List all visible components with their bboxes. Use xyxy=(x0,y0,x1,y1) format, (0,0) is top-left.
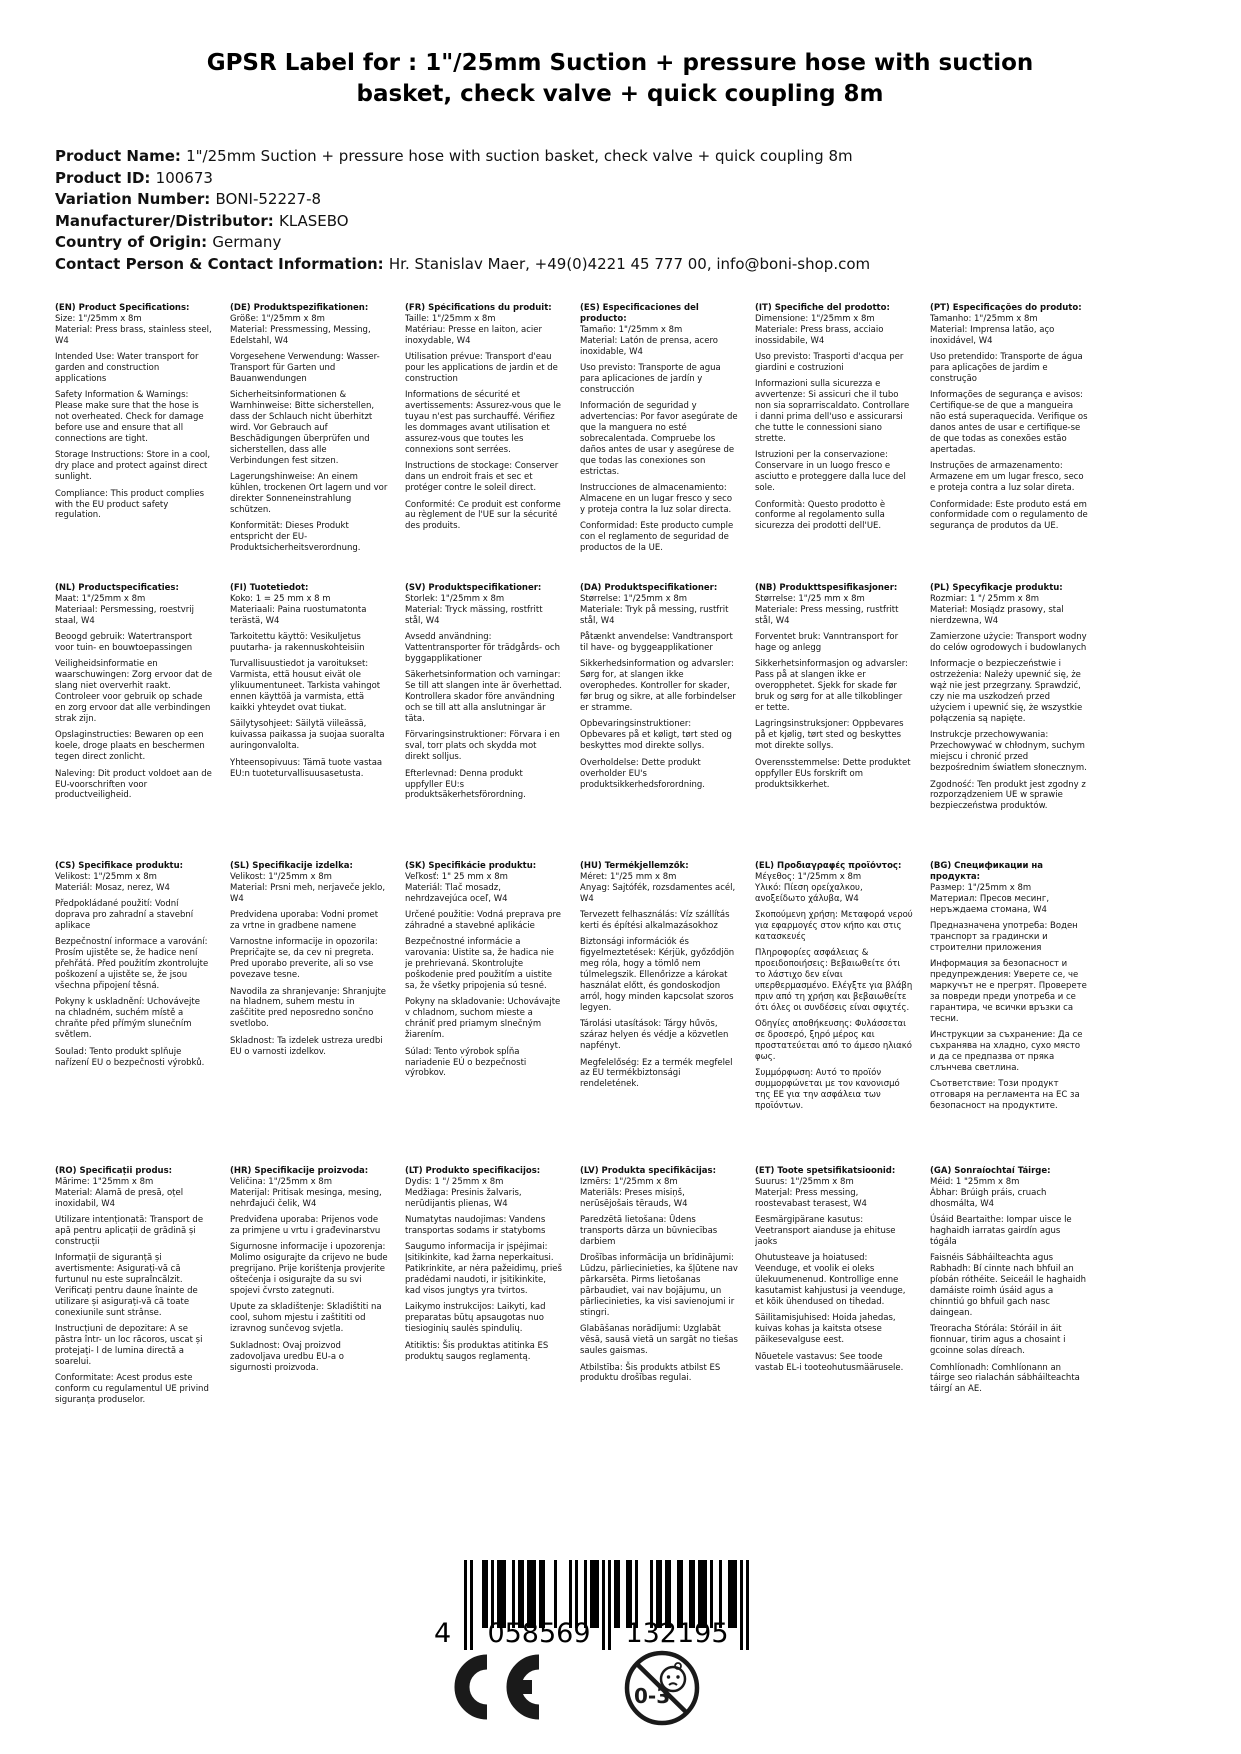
language-paragraph: Eesmärgipärane kasutus: Veetransport aianduse ja ehituse jaoks xyxy=(755,1215,896,1247)
language-paragraph: Saugumo informacija ir įspėjimai: Įsitikinkite, kad žarna neperkaitusi. Patikrinkite, ar nėra pažeidimų, prieš pradėdami naudoti, ir įsitikinkite, kad visos jungtys yra tvirtos. xyxy=(405,1242,562,1297)
language-paragraph: Skladnost: Ta izdelek ustreza uredbi EU o varnosti izdelkov. xyxy=(230,1035,383,1057)
language-paragraph: Uso previsto: Transporte de agua para aplicaciones de jardín y construcción xyxy=(580,363,721,395)
language-paragraph: Anyag: Sajtófék, rozsdamentes acél, W4 xyxy=(580,882,736,904)
language-heading: (BG) Спецификации на продукта: xyxy=(930,861,1043,882)
language-paragraph: Lagerungshinweise: An einem kühlen, trockenen Ort lagern und vor direkter Sonneneinstrahlung schützen. xyxy=(230,472,388,515)
language-paragraph: Informations de sécurité et avertissements: Assurez-vous que le tuyau n'est pas surchauffé. Vérifiez les dommages avant utilisation et assurez-vous que toutes les connexions sont serrées. xyxy=(405,390,561,455)
language-paragraph: Informações de segurança e avisos: Certifique-se de que a mangueira não está superaquecida. Verifique os danos antes de usar e certifique-se de que todas as conexões estão apertadas. xyxy=(930,390,1088,455)
language-paragraph: Navodila za shranjevanje: Shranjujte na hladnem, suhem mestu in zaščitite pred neposredno sončno svetlobo. xyxy=(230,986,387,1030)
product-field-value: Germany xyxy=(212,233,282,251)
language-paragraph: Faisnéis Sábháilteachta agus Rabhadh: Bí cinnte nach bhfuil an píobán róthéite. Seiceáil le haghaidh damáiste roimh úsáid agus a chinntiú go bhfuil gach nasc daingean. xyxy=(930,1253,1086,1318)
language-block-lv xyxy=(580,1166,755,1496)
language-paragraph: Izmērs: 1"/25mm x 8m xyxy=(580,1176,678,1187)
product-field xyxy=(55,146,1155,168)
language-paragraph: Materiaal: Persmessing, roestvrij staal, W4 xyxy=(55,604,194,626)
language-paragraph: Conformidade: Este produto está em conformidade com o regulamento de segurança de produtos da UE. xyxy=(930,499,1088,532)
language-paragraph: Συμμόρφωση: Αυτό το προϊόν συμμορφώνεται με τον κανονισμό της ΕΕ για την ασφάλεια των προϊόντων. xyxy=(755,1068,900,1112)
product-field-label: Product ID: xyxy=(55,168,156,187)
language-block-fi xyxy=(230,583,405,861)
language-paragraph: Glabāšanas norādījumi: Uzglabāt vēsā, sausā vietā un sargāt no tiešas saules gaismas. xyxy=(580,1324,738,1357)
language-paragraph: Μέγεθος: 1"/25mm x 8m xyxy=(755,871,862,882)
language-heading: (IT) Specifiche del prodotto: xyxy=(755,303,890,313)
language-paragraph: Οδηγίες αποθήκευσης: Φυλάσσεται σε δροσερό, ξηρό μέρος και προστατεύεται από το άμεσο ηλιακό φως. xyxy=(755,1019,912,1062)
product-field xyxy=(55,254,1155,276)
language-block-et xyxy=(755,1166,930,1496)
language-paragraph: Material: Prsni meh, nerjaveče jeklo, W4 xyxy=(230,882,386,904)
language-paragraph: Πληροφορίες ασφάλειας & προειδοποιήσεις: Βεβαιωθείτε ότι το λάστιχο δεν είναι υπερθερμασμένο. Ελέγξτε για βλάβη πριν από τη χρήση και βεβαιωθείτε ότι όλες οι συνδέσεις είναι σφιχτές. xyxy=(755,948,913,1013)
language-paragraph: Størrelse: 1"/25mm x 8m xyxy=(580,593,688,604)
language-paragraph: Material: Press brass, stainless steel, W4 xyxy=(55,324,212,346)
language-heading: (LT) Produkto specifikacijos: xyxy=(405,1166,541,1176)
language-paragraph: Paredzētā lietošana: Ūdens transports dārza un būvniecības darbiem xyxy=(580,1215,718,1247)
language-paragraph: Materijal: Pritisak mesinga, mesing, nehrđajući čelik, W4 xyxy=(230,1187,382,1209)
language-paragraph: Storlek: 1"/25mm x 8m xyxy=(405,593,505,604)
language-paragraph: Velikost: 1"/25mm x 8m xyxy=(230,871,332,882)
language-paragraph: Förvaringsinstruktioner: Förvara i en sval, torr plats och skydda mot direkt solljus. xyxy=(405,730,560,763)
language-paragraph: Material: Tryck mässing, rostfritt stål, W4 xyxy=(405,604,543,626)
barcode-lead-digit: 4 xyxy=(434,1618,452,1649)
language-paragraph: Material: Latón de prensa, acero inoxidable, W4 xyxy=(580,335,718,357)
language-paragraph: Velikost: 1"/25mm x 8m xyxy=(55,871,157,882)
language-paragraph: Tamaño: 1"/25mm x 8m xyxy=(580,324,683,335)
product-field-label: Variation Number: xyxy=(55,190,216,208)
language-heading: (FR) Spécifications du produit: xyxy=(405,303,552,313)
language-block-lt xyxy=(405,1166,580,1496)
language-paragraph: Σκοπούμενη χρήση: Μεταφορά νερού για εφαρμογές στον κήπο και στις κατασκευές xyxy=(755,910,913,942)
language-paragraph: Sigurnosne informacije i upozorenja: Molimo osigurajte da crijevo ne bude pregrijano. Prije korištenja provjerite oštećenja i osigurajte da su svi spojevi čvrsto zategnuti. xyxy=(230,1242,388,1297)
language-paragraph: Material: Alamă de presă, oțel inoxidabil, W4 xyxy=(55,1187,184,1209)
ean13-barcode xyxy=(434,1560,749,1652)
language-paragraph: Ohutusteave ja hoiatused: Veenduge, et voolik ei oleks ülekuumenenud. Kontrollige enne kasutamist kahjustusi ja veenduge, et kõik ühendused on tihedad. xyxy=(755,1253,906,1307)
language-paragraph: Instructions de stockage: Conserver dans un endroit frais et sec et protéger contre le soleil direct. xyxy=(405,461,559,494)
language-paragraph: Информация за безопасност и предупреждения: Уверете се, че маркучът не е прегрят. Проверете за повреди преди употреба и се гарантира, че всички връзки са тесни. xyxy=(930,959,1087,1024)
language-paragraph: Sicherheitsinformationen & Warnhinweise: Bitte sicherstellen, dass der Schlauch nicht überhitzt wird. Vor Gebrauch auf Beschädigungen überprüfen und sicherstellen, dass alle Verbindungen fest sitzen. xyxy=(230,390,375,466)
language-paragraph: Pokyny k uskladnění: Uchovávejte na chladném, suchém místě a chraňte před přímým slunečním světlem. xyxy=(55,997,200,1041)
language-paragraph: Conformité: Ce produit est conforme au règlement de l'UE sur la sécurité des produits. xyxy=(405,499,561,532)
language-paragraph: Upute za skladištenje: Skladištiti na cool, suhom mjestu i zaštititi od izravnog sunčevog svjetla. xyxy=(230,1302,382,1335)
language-paragraph: Materiál: Tlač mosadz, nehrdzavejúca oceľ, W4 xyxy=(405,882,508,904)
language-paragraph: Instruções de armazenamento: Armazene em um lugar fresco, seco e proteja contra a luz solar direta. xyxy=(930,461,1084,494)
language-block-nb xyxy=(755,583,930,861)
barcode-right-digits: 132195 xyxy=(625,1618,729,1649)
product-field-value: 100673 xyxy=(155,168,213,187)
language-paragraph: Información de seguridad y advertencias: Por favor asegúrate de que la manguera no esté sobrecalentada. Compruebe los daños antes de usar y asegúrese de que todas las conexiones son estrictas. xyxy=(580,401,738,477)
language-paragraph: Overensstemmelse: Dette produktet oppfyller EUs forskrift om produktsikkerhet. xyxy=(755,757,911,790)
language-paragraph: Säkerhetsinformation och varningar: Se till att slangen inte är överhettad. Kontrollera skador före användning och se till att alla anslutningar är täta. xyxy=(405,670,562,724)
language-paragraph: Beoogd gebruik: Watertransport voor tuin- en bouwtoepassingen xyxy=(55,632,193,654)
language-paragraph: Předpokládané použití: Vodní doprava pro zahradní a stavební aplikace xyxy=(55,899,194,932)
language-paragraph: Predviđena uporaba: Prijenos vode za primjene u vrtu i građevinarstvu xyxy=(230,1215,381,1237)
language-heading: (ET) Toote spetsifikatsioonid: xyxy=(755,1166,896,1176)
language-paragraph: Atitiktis: Šis produktas atitinka ES produktų saugos reglamentą. xyxy=(405,1340,549,1362)
language-heading: (HR) Specifikacije proizvoda: xyxy=(230,1166,369,1176)
language-heading: (EL) Προδιαγραφές προϊόντος: xyxy=(755,861,902,871)
product-field-value: KLASEBO xyxy=(278,211,349,230)
language-paragraph: Tamanho: 1"/25mm x 8m xyxy=(930,313,1038,324)
language-block-el xyxy=(755,861,930,1166)
language-heading: (HU) Termékjellemzők: xyxy=(580,861,689,871)
product-field-label: Contact Person & Contact Information: xyxy=(55,254,389,273)
language-heading: (NB) Produkttspesifikasjoner: xyxy=(755,583,898,593)
language-paragraph: Určené použitie: Vodná preprava pre záhradné a stavebné aplikácie xyxy=(405,910,562,932)
product-field-value: 1"/25mm Suction + pressure hose with suction basket, check valve + quick coupling 8m xyxy=(186,147,853,165)
language-paragraph: Drošības informācija un brīdinājumi: Lūdzu, pārliecinieties, ka šļūtene nav pārkarsēta. Pirms lietošanas pārbaudiet, vai nav bojājumu, un pārliecinieties, ka visi savienojumi ir stingri. xyxy=(580,1253,738,1318)
language-block-fr xyxy=(405,303,580,583)
language-block-sv xyxy=(405,583,580,861)
language-paragraph: Размер: 1"/25mm x 8m xyxy=(930,882,1032,893)
language-paragraph: Safety Information & Warnings: Please make sure that the hose is not overheated. Check for damage before use and ensure that all connections are tight. xyxy=(55,390,204,444)
language-block-pt xyxy=(930,303,1105,583)
language-paragraph: Съответствие: Този продукт отговаря на регламента на ЕС за безопасност на продуктите. xyxy=(930,1079,1080,1112)
language-block-sk xyxy=(405,861,580,1166)
language-paragraph: Rozmiar: 1 "/ 25mm x 8m xyxy=(930,593,1040,604)
language-paragraph: Uso previsto: Trasporti d'acqua per giardini e costruzioni xyxy=(755,352,904,374)
language-heading: (DE) Produktspezifikationen: xyxy=(230,303,369,313)
ce-mark-icon xyxy=(448,1652,544,1726)
language-paragraph: Súlad: Tento výrobok spĺňa nariadenie EÚ o bezpečnosti výrobkov. xyxy=(405,1046,527,1079)
language-paragraph: Größe: 1"/25mm x 8m xyxy=(230,313,325,324)
language-paragraph: Ábhar: Brúigh práis, cruach dhosmálta, W4 xyxy=(930,1187,1047,1209)
language-paragraph: Úsáid Beartaithe: Iompar uisce le haghaidh iarratas gairdín agus tógála xyxy=(930,1215,1072,1247)
language-block-hu xyxy=(580,861,755,1166)
language-paragraph: Bezpečnostné informácie a varovania: Uistite sa, že hadica nie je prehrievaná. Skontrolujte poškodenie pred použitím a uistite sa, že všetky pripojenia sú tesné. xyxy=(405,937,554,992)
language-paragraph: Sikkerhedsinformation og advarsler: Sørg for, at slangen ikke overophedes. Kontroller for skader, før brug og sikre, at alle forbindelser er stramme. xyxy=(580,659,736,714)
language-paragraph: Предназначена употреба: Воден транспорт за градински и строителни приложения xyxy=(930,921,1078,953)
language-heading: (SV) Produktspecifikationer: xyxy=(405,583,542,593)
language-paragraph: Materiál: Mosaz, nerez, W4 xyxy=(55,882,170,893)
language-block-ga xyxy=(930,1166,1105,1496)
language-paragraph: Mărime: 1"25mm x 8m xyxy=(55,1176,154,1187)
language-block-es xyxy=(580,303,755,583)
language-block-it xyxy=(755,303,930,583)
age-warning-0-3-icon xyxy=(622,1648,702,1732)
language-heading: (GA) Sonraíochtaí Táirge: xyxy=(930,1166,1051,1176)
language-paragraph: Tarkoitettu käyttö: Vesikuljetus puutarha- ja rakennuskohteisiin xyxy=(230,632,365,654)
language-paragraph: Instrucțiuni de depozitare: A se păstra într- un loc răcoros, uscat și protejați- l de lumina directă a soarelui. xyxy=(55,1324,203,1367)
language-heading: (FI) Tuotetiedot: xyxy=(230,583,309,593)
language-paragraph: Informazioni sulla sicurezza e avvertenze: Si assicuri che il tubo non sia soprarriscaldato. Controllare i danni prima dell'uso e assicurarsi che tutte le connessioni siano strette. xyxy=(755,379,910,444)
language-paragraph: Treoracha Stórála: Stóráil in áit fionnuar, tirim agus a chosaint i gcoinne solas díreach. xyxy=(930,1324,1066,1357)
language-heading: (NL) Productspecificaties: xyxy=(55,583,179,593)
language-heading: (EN) Product Specifications: xyxy=(55,303,190,313)
language-paragraph: Materiale: Press messing, rustfritt stål, W4 xyxy=(755,604,899,626)
language-paragraph: Utilisation prévue: Transport d'eau pour les applications de jardin et de construction xyxy=(405,352,558,384)
language-paragraph: Påtænkt anvendelse: Vandtransport til have- og byggeapplikationer xyxy=(580,632,733,654)
language-paragraph: Veličina: 1"/25mm x 8m xyxy=(230,1176,332,1187)
language-paragraph: Efterlevnad: Denna produkt uppfyller EU:s produktsäkerhetsförordning. xyxy=(405,768,526,801)
language-paragraph: Pokyny na skladovanie: Uchovávajte v chladnom, suchom mieste a chrániť pred priamym slnečným žiarením. xyxy=(405,997,561,1041)
language-paragraph: Lagringsinstruksjoner: Oppbevares på et kjølig, tørt sted og beskyttes mot direkte sollys. xyxy=(755,719,904,752)
language-paragraph: Numatytas naudojimas: Vandens transportas sodams ir statyboms xyxy=(405,1215,546,1237)
language-paragraph: Medžiaga: Presinis žalvaris, nerūdijantis plienas, W4 xyxy=(405,1187,522,1209)
language-paragraph: Compliance: This product complies with the EU product safety regulation. xyxy=(55,488,204,521)
language-paragraph: Materiale: Press brass, acciaio inossidabile, W4 xyxy=(755,324,884,346)
language-heading: (SL) Specifikacije izdelka: xyxy=(230,861,353,871)
language-paragraph: Size: 1"/25mm x 8m xyxy=(55,313,142,324)
language-paragraph: Instrucciones de almacenamiento: Almacene en un lugar fresco y seco y proteja contra la luz solar directa. xyxy=(580,483,733,515)
language-block-en xyxy=(55,303,230,583)
language-paragraph: Comhlíonadh: Comhlíonann an táirge seo rialachán sábháilteachta táirgí an AE. xyxy=(930,1362,1080,1395)
language-paragraph: Sukladnost: Ovaj proizvod zadovoljava uredbu EU-a o sigurnosti proizvoda. xyxy=(230,1340,344,1373)
language-paragraph: Veľkosť: 1" 25 mm x 8m xyxy=(405,871,508,882)
language-paragraph: Vorgesehene Verwendung: Wasser-Transport für Garten und Bauanwendungen xyxy=(230,352,380,384)
product-field xyxy=(55,189,1155,211)
language-block-nl xyxy=(55,583,230,861)
language-paragraph: Zamierzone użycie: Transport wodny do celów ogrodowych i budowlanych xyxy=(930,632,1087,654)
language-paragraph: Säilitamisjuhised: Hoida jahedas, kuivas kohas ja kaitsta otsese päikesevalguse eest. xyxy=(755,1313,896,1346)
language-paragraph: Intended Use: Water transport for garden and construction applications xyxy=(55,352,199,384)
language-paragraph: Material: Pressmessing, Messing, Edelstahl, W4 xyxy=(230,324,371,346)
language-paragraph: Sikkerhetsinformasjon og advarsler: Pass på at slangen ikke er overopphetet. Sjekk for skade før bruk og sørg for at alle tilkoblinger er tette. xyxy=(755,659,908,714)
language-paragraph: Informacje o bezpieczeństwie i ostrzeżenia: Należy upewnić się, że wąż nie jest przegrzany. Sprawdzić, czy nie ma uszkodzeń przed użyciem i upewnić się, że wszystkie połączenia są napięte. xyxy=(930,659,1083,724)
language-paragraph: Υλικό: Πίεση ορείχαλκου, ανοξείδωτο χάλυβα, W4 xyxy=(755,882,863,904)
product-field xyxy=(55,211,1155,233)
language-paragraph: Taille: 1"/25mm x 8m xyxy=(405,313,496,324)
language-paragraph: Istruzioni per la conservazione: Conservare in un luogo fresco e asciutto e proteggere dalla luce del sole. xyxy=(755,450,906,494)
page-title: GPSR Label for : 1"/25mm Suction + pressure hose with suction basket, check valve + quick coupling 8m xyxy=(206,50,1034,107)
language-heading: (PT) Especificações do produto: xyxy=(930,303,1082,313)
language-paragraph: Conformità: Questo prodotto è conforme al regolamento sulla sicurezza dei prodotti dell'UE. xyxy=(755,499,886,532)
language-paragraph: Atbilstība: Šis produkts atbilst ES produktu drošības regulai. xyxy=(580,1362,721,1384)
language-paragraph: Zgodność: Ten produkt jest zgodny z rozporządzeniem UE w sprawie bezpieczeństwa produktów. xyxy=(930,779,1086,812)
language-paragraph: Overholdelse: Dette produkt overholder EU's produktsikkerhedsforordning. xyxy=(580,757,705,790)
product-info xyxy=(55,146,1155,275)
language-paragraph: Utilizare intenționată: Transport de apă pentru aplicații de grădină și construcții xyxy=(55,1215,204,1247)
language-paragraph: Méret: 1"/25 mm x 8m xyxy=(580,871,677,882)
language-paragraph: Naleving: Dit product voldoet aan de EU-voorschriften voor productveiligheid. xyxy=(55,768,212,801)
language-paragraph: Materiāls: Preses misiņš, nerūsējošais tērauds, W4 xyxy=(580,1187,688,1209)
language-heading: (ES) Especificaciones del producto: xyxy=(580,303,699,324)
language-paragraph: Yhteensopivuus: Tämä tuote vastaa EU:n tuoteturvallisuusasetusta. xyxy=(230,757,383,779)
language-block-bg xyxy=(930,861,1105,1166)
language-paragraph: Nõuetele vastavus: See toode vastab EL-i tooteohutusmäärusele. xyxy=(755,1351,904,1373)
language-paragraph: Maat: 1"/25mm x 8m xyxy=(55,593,146,604)
language-paragraph: Säilytysohjeet: Säilytä viileässä, kuivassa paikassa ja suojaa suoralta auringonvalolta. xyxy=(230,719,385,752)
language-heading: (SK) Špecifikácie produktu: xyxy=(405,861,537,871)
language-paragraph: Materiał: Mosiądz prasowy, stal nierdzewna, W4 xyxy=(930,604,1064,626)
language-block-sl xyxy=(230,861,405,1166)
language-paragraph: Materjal: Press messing, roostevabast terasest, W4 xyxy=(755,1187,867,1209)
language-heading: (PL) Specyfikacje produktu: xyxy=(930,583,1063,593)
language-heading: (DA) Produktspecifikationer: xyxy=(580,583,718,593)
language-paragraph: Varnostne informacije in opozorila: Prepričajte se, da cev ni pregreta. Pred uporabo preverite, ali so vse povezave tesne. xyxy=(230,937,378,981)
language-block-cs xyxy=(55,861,230,1166)
language-paragraph: Dydis: 1 "/ 25mm x 8m xyxy=(405,1176,504,1187)
language-paragraph: Tárolási utasítások: Tárgy hűvös, száraz helyen és védje a közvetlen napfényt. xyxy=(580,1019,729,1052)
barcode-left-digits: 058569 xyxy=(487,1618,591,1649)
language-paragraph: Turvallisuustiedot ja varoitukset: Varmista, että housut eivät ole ylikuumentuneet. Tarkista vahingot ennen käyttöä ja varmista, että kaikki yhteydet ovat tiukat. xyxy=(230,659,381,714)
language-paragraph: Megfelelőség: Ez a termék megfelel az EU termékbiztonsági rendeletének. xyxy=(580,1057,733,1090)
product-field-label: Product Name: xyxy=(55,147,187,165)
language-paragraph: Conformidad: Este producto cumple con el reglamento de seguridad de productos de la UE. xyxy=(580,521,734,554)
language-paragraph: Laikymo instrukcijos: Laikyti, kad preparatas būtų apsaugotas nuo tiesioginių saulės spindulių. xyxy=(405,1302,546,1335)
svg-text:0-3: 0-3 xyxy=(634,1684,671,1708)
language-paragraph: Material: Imprensa latão, aço inoxidável, W4 xyxy=(930,324,1055,346)
language-paragraph: Materiaali: Paina ruostumatonta terästä, W4 xyxy=(230,604,367,626)
language-paragraph: Informații de siguranță și avertismente: Asigurați-vă că furtunul nu este supraîncălzit. Verificați pentru daune înainte de utilizare și asigurați-vă că toate conexiunile sunt strânse. xyxy=(55,1253,198,1318)
language-block-de xyxy=(230,303,405,583)
language-paragraph: Suurus: 1"/25mm x 8m xyxy=(755,1176,854,1187)
language-block-pl xyxy=(930,583,1105,861)
language-paragraph: Инструкции за съхранение: Да се съхранява на хладно, сухо място и да се предпазва от пряка слънчева светлина. xyxy=(930,1030,1083,1073)
language-paragraph: Conformitate: Acest produs este conform cu regulamentul UE privind siguranța produselor. xyxy=(55,1373,209,1406)
language-heading: (LV) Produkta specifikācijas: xyxy=(580,1166,716,1176)
product-field-label: Manufacturer/Distributor: xyxy=(55,211,279,230)
language-paragraph: Materiale: Tryk på messing, rustfrit stål, W4 xyxy=(580,604,729,626)
language-paragraph: Avsedd användning: Vattentransporter för trädgårds- och byggapplikationer xyxy=(405,632,560,664)
language-paragraph: Konformität: Dieses Produkt entspricht der EU-Produktsicherheitsverordnung. xyxy=(230,521,361,554)
language-paragraph: Forventet bruk: Vanntransport for hage og anlegg xyxy=(755,632,899,654)
language-paragraph: Tervezett felhasználás: Víz szállítás kerti és építési alkalmazásokhoz xyxy=(580,910,730,932)
language-heading: (RO) Specificații produs: xyxy=(55,1166,173,1176)
language-paragraph: Soulad: Tento produkt splňuje nařízení EU o bezpečnosti výrobků. xyxy=(55,1046,205,1068)
language-paragraph: Koko: 1 = 25 mm x 8 m xyxy=(230,593,331,604)
language-block-ro xyxy=(55,1166,230,1496)
language-block-da xyxy=(580,583,755,861)
product-field-value: Hr. Stanislav Maer, +49(0)4221 45 777 00, info@boni-shop.com xyxy=(388,254,871,273)
language-paragraph: Predvidena uporaba: Vodni promet za vrtne in gradbene namene xyxy=(230,910,379,932)
product-field-label: Country of Origin: xyxy=(55,233,213,251)
language-paragraph: Opslaginstructies: Bewaren op een koele, droge plaats en beschermen tegen direct zonlicht. xyxy=(55,730,205,763)
language-paragraph: Matériau: Presse en laiton, acier inoxydable, W4 xyxy=(405,324,542,346)
product-field xyxy=(55,168,1155,190)
language-paragraph: Dimensione: 1"/25mm x 8m xyxy=(755,313,875,324)
language-specifications-grid xyxy=(55,303,1105,1496)
product-field xyxy=(55,232,1155,254)
language-paragraph: Opbevaringsinstruktioner: Opbevares på et køligt, tørt sted og beskyttes mod direkte sollys. xyxy=(580,719,732,752)
language-paragraph: Veiligheidsinformatie en waarschuwingen: Zorg ervoor dat de slang niet oververhit raakt. Controleer voor gebruik op schade en zorg ervoor dat alle verbindingen strak zijn. xyxy=(55,659,213,724)
language-paragraph: Méid: 1 "25mm x 8m xyxy=(930,1176,1020,1187)
language-paragraph: Материал: Пресов месинг, неръждаема стомана, W4 xyxy=(930,893,1050,915)
language-paragraph: Uso pretendido: Transporte de água para aplicações de jardim e construção xyxy=(930,352,1083,384)
language-heading: (CS) Specifikace produktu: xyxy=(55,861,184,871)
language-paragraph: Bezpečnostní informace a varování: Prosím ujistěte se, že hadice není přehřátá. Před použitím zkontrolujte poškození a ujistěte se, že jsou všechna připojení těsná. xyxy=(55,937,209,992)
language-paragraph: Instrukcje przechowywania: Przechowywać w chłodnym, suchym miejscu i chronić przed bezpośrednim światłem słonecznym. xyxy=(930,730,1087,774)
product-field-value: BONI-52227-8 xyxy=(215,190,322,208)
language-paragraph: Biztonsági információk és figyelmeztetések: Kérjük, győződjön meg róla, hogy a tömlő nem túlmelegszik. Ellenőrizze a károkat használat előtt, és gondoskodjon arról, hogy minden kapcsolat szoros legyen. xyxy=(580,937,735,1013)
language-block-hr xyxy=(230,1166,405,1496)
language-paragraph: Størrelse: 1"/25 mm x 8m xyxy=(755,593,865,604)
language-paragraph: Storage Instructions: Store in a cool, dry place and protect against direct sunlight. xyxy=(55,450,211,483)
